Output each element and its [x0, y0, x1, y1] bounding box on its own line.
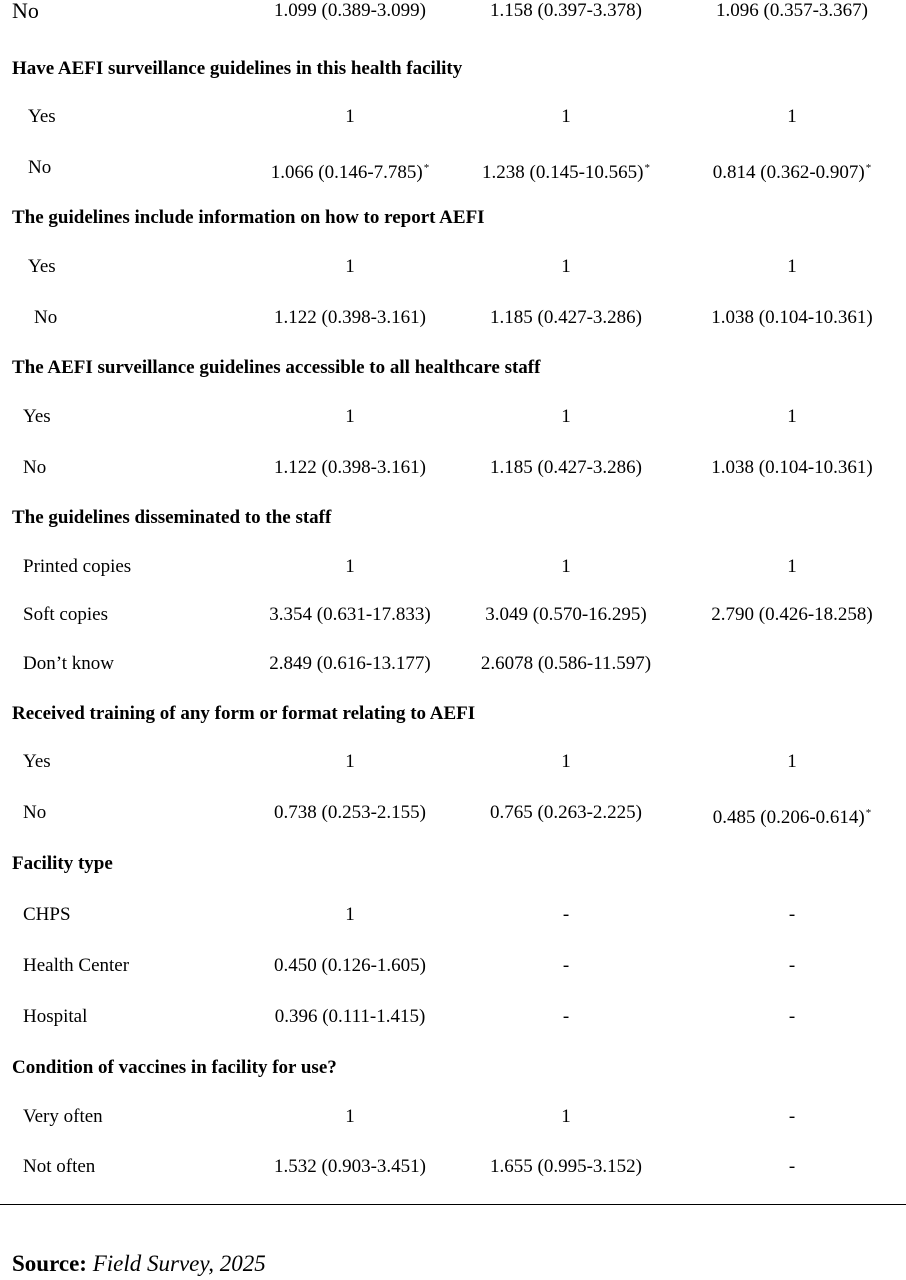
cell-model-3: [787, 747, 797, 777]
cell-model-1: [274, 798, 426, 828]
cell-value: 0.765 (0.263-2.225): [490, 802, 642, 823]
cell-model-2: [561, 1102, 571, 1132]
source-label: Source:: [12, 1251, 87, 1276]
row-label: Not often: [23, 1156, 96, 1177]
cell-model-1: [274, 453, 426, 483]
cell-value: -: [788, 1156, 796, 1177]
table-row: [0, 951, 906, 981]
cell-value: 1: [561, 751, 571, 772]
cell-value: -: [788, 1006, 796, 1027]
row-label: Very often: [23, 1106, 103, 1127]
cell-model-1: [275, 1002, 426, 1032]
section-heading: Condition of vaccines in facility for use?: [12, 1057, 337, 1078]
table-row: [0, 1102, 906, 1132]
section-header-row: [0, 699, 906, 729]
cell-value: 1: [561, 1106, 571, 1127]
section-header-row: [0, 203, 906, 233]
significance-marker: *: [865, 807, 872, 819]
cell-value: 0.396 (0.111-1.415): [274, 1006, 426, 1027]
cell-value: 1: [345, 256, 355, 277]
cell-value: 1.185 (0.427-3.286): [490, 457, 642, 478]
cell-model-3: [789, 900, 795, 930]
cell-model-2: [490, 303, 642, 333]
cell-model-3: [713, 153, 871, 188]
table-row: [0, 600, 906, 630]
cell-value: 1: [561, 106, 571, 127]
cell-model-3: [789, 1102, 795, 1132]
row-label: Don’t know: [23, 653, 114, 674]
cell-value: 1.096 (0.357-3.367): [716, 0, 868, 21]
cell-model-3: [787, 552, 797, 582]
cell-model-2: [490, 1152, 642, 1182]
cell-value: 1.655 (0.995-3.152): [490, 1156, 642, 1177]
row-label: No: [12, 0, 39, 23]
cell-model-2: [490, 798, 642, 828]
cell-value: 1: [345, 751, 355, 772]
cell-model-3: [713, 798, 871, 833]
cell-model-1: [274, 303, 426, 333]
cell-value: -: [562, 955, 570, 976]
cell-value: 1: [787, 106, 797, 127]
table-row: [0, 252, 906, 282]
section-heading: The AEFI surveillance guidelines accessible to all healthcare staff: [12, 357, 541, 378]
cell-model-1: [274, 0, 426, 26]
section-heading: Have AEFI surveillance guidelines in this health facility: [12, 58, 463, 79]
row-label: Hospital: [23, 1006, 88, 1027]
cell-value: -: [562, 904, 570, 925]
cell-value: 1: [787, 751, 797, 772]
row-label: Yes: [23, 751, 51, 772]
cell-value: 1.099 (0.389-3.099): [274, 0, 426, 21]
cell-value: 3.049 (0.570-16.295): [485, 604, 647, 625]
table-row: [0, 798, 906, 828]
cell-value: -: [562, 1006, 570, 1027]
cell-model-1: [345, 900, 355, 930]
cell-model-3: [787, 252, 797, 282]
section-header-row: [0, 503, 906, 533]
section-heading: Received training of any form or format relating to AEFI: [12, 703, 476, 724]
cell-model-1: [269, 600, 430, 630]
cell-value: 1.122 (0.398-3.161): [274, 457, 426, 478]
cell-model-3: [789, 1152, 795, 1182]
row-label: No: [34, 307, 58, 328]
significance-marker: *: [423, 162, 430, 174]
row-label: No: [23, 802, 47, 823]
row-label: Yes: [28, 256, 56, 277]
cell-model-2: [563, 951, 569, 981]
cell-value: -: [788, 904, 796, 925]
cell-value: 1.185 (0.427-3.286): [490, 307, 642, 328]
cell-value: 2.6078 (0.586-11.597): [480, 653, 652, 674]
table-row: [0, 102, 906, 132]
cell-model-1: [274, 951, 426, 981]
cell-value: 1.038 (0.104-10.361): [711, 457, 873, 478]
cell-model-3: [789, 1002, 795, 1032]
cell-value: 1: [345, 106, 355, 127]
section-header-row: [0, 849, 906, 879]
cell-value: 1: [561, 406, 571, 427]
section-heading: Facility type: [12, 853, 113, 874]
cell-model-3: [787, 402, 797, 432]
table-bottom-rule: [0, 1204, 906, 1205]
table-row: [0, 900, 906, 930]
cell-value: 1.238 (0.145-10.565): [482, 162, 644, 183]
cell-model-2: [561, 402, 571, 432]
cell-value: 0.738 (0.253-2.155): [274, 802, 426, 823]
cell-model-3: [711, 600, 872, 630]
cell-model-1: [269, 649, 430, 679]
cell-model-2: [490, 453, 642, 483]
cell-value: 0.814 (0.362-0.907): [712, 162, 865, 183]
cell-model-1: [345, 102, 355, 132]
cell-value: 1: [345, 1106, 355, 1127]
significance-marker: *: [644, 162, 650, 174]
cell-value: 1.122 (0.398-3.161): [274, 307, 426, 328]
cell-value: -: [788, 1106, 796, 1127]
cell-model-2: [563, 900, 569, 930]
cell-model-1: [345, 402, 355, 432]
cell-value: 1: [787, 556, 797, 577]
cell-value: 1: [561, 256, 571, 277]
cell-model-2: [485, 600, 646, 630]
cell-model-1: [345, 1102, 355, 1132]
cell-value: 2.790 (0.426-18.258): [711, 604, 873, 625]
cell-model-3: [711, 453, 872, 483]
cell-model-2: [561, 747, 571, 777]
row-label: Printed copies: [23, 556, 132, 577]
table-row: [0, 1002, 906, 1032]
cell-model-2: [561, 102, 571, 132]
cell-model-2: [561, 552, 571, 582]
cell-value: 1.066 (0.146-7.785): [270, 162, 423, 183]
row-label: Soft copies: [23, 604, 108, 625]
table-row: [0, 153, 906, 183]
table-row: [0, 453, 906, 483]
section-header-row: [0, 54, 906, 84]
cell-value: 1: [345, 406, 355, 427]
cell-value: 3.354 (0.631-17.833): [269, 604, 431, 625]
section-header-row: [0, 1053, 906, 1083]
row-label: No: [23, 457, 47, 478]
cell-value: 1: [561, 556, 571, 577]
cell-model-1: [274, 1152, 426, 1182]
cell-model-3: [787, 102, 797, 132]
cell-value: 1: [787, 256, 797, 277]
cell-value: 1.158 (0.397-3.378): [490, 0, 642, 21]
table-row: [0, 303, 906, 333]
table-row: [0, 649, 906, 679]
row-label: CHPS: [23, 904, 71, 925]
source-note: [12, 1248, 266, 1280]
section-heading: The guidelines disseminated to the staff: [12, 507, 332, 528]
cell-model-1: [345, 747, 355, 777]
cell-value: 0.450 (0.126-1.605): [274, 955, 426, 976]
cell-model-1: [345, 252, 355, 282]
cell-value: 2.849 (0.616-13.177): [269, 653, 431, 674]
cell-model-2: [482, 153, 650, 188]
cell-model-2: [490, 0, 642, 26]
cell-value: 1: [787, 406, 797, 427]
cell-value: 1.038 (0.104-10.361): [711, 307, 873, 328]
cell-model-2: [563, 1002, 569, 1032]
table-row: [0, 0, 906, 26]
cell-value: 0.485 (0.206-0.614): [712, 807, 865, 828]
cell-model-1: [345, 552, 355, 582]
cell-model-3: [789, 951, 795, 981]
cell-model-2: [481, 649, 651, 679]
table-row: [0, 747, 906, 777]
table-row: [0, 402, 906, 432]
section-heading: The guidelines include information on how to report AEFI: [12, 207, 485, 228]
row-label: Health Center: [23, 955, 130, 976]
row-label: No: [28, 157, 52, 178]
cell-value: -: [788, 955, 796, 976]
significance-marker: *: [865, 162, 872, 174]
cell-model-1: [271, 153, 429, 188]
cell-model-3: [716, 0, 868, 26]
row-label: Yes: [23, 406, 51, 427]
section-header-row: [0, 353, 906, 383]
cell-model-2: [561, 252, 571, 282]
table-row: [0, 1152, 906, 1182]
cell-value: 1: [345, 556, 355, 577]
cell-value: 1.532 (0.903-3.451): [274, 1156, 426, 1177]
source-text: Field Survey, 2025: [92, 1251, 266, 1276]
row-label: Yes: [28, 106, 56, 127]
cell-model-3: [711, 303, 872, 333]
table-row: [0, 552, 906, 582]
cell-value: 1: [345, 904, 355, 925]
